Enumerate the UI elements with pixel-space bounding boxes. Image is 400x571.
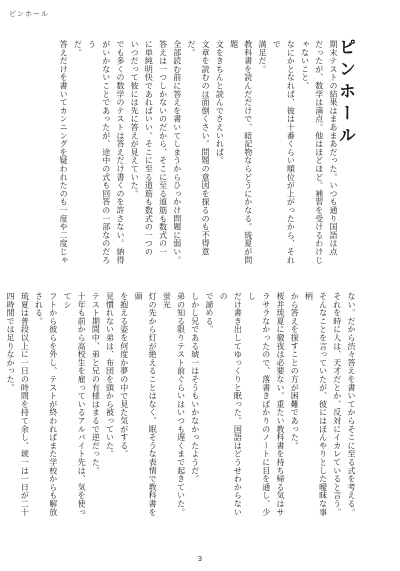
text-column: テスト期間中、弟と兄の有様はまるで逆だった。 [91, 292, 101, 475]
text-column: 全部読む前に答えを書いてしまうからひっかけ問題に弱い。 [172, 40, 182, 265]
text-column: 十年も前から高校生を雇っているアルバイト先は、気を使ってシ [62, 292, 87, 517]
text-column: 文をきちんと読んでさえいれば。 [215, 40, 225, 165]
text-column: フトから彼らを外し、テストが終わればまた学校からも解放される。 [34, 292, 58, 517]
text-column: ない。だから渋々答えを書いてからそこに至る式を考える。 [347, 292, 356, 517]
text-column: 答えだけを書いてカンニングを疑われたのも一度や二度じゃ [59, 40, 69, 265]
text-column: そんなことを言っていたが、彼にはぼんやりとした曖昧な事柄 [304, 292, 328, 517]
running-head: ピンホール [9, 10, 49, 18]
lower-text-block [6, 292, 358, 524]
text-column: 弟の知る限りテスト前ぐらいはいつも遅くまで起きていた。蛍光 [162, 292, 186, 517]
text-column: だったが、数学は満点。他はほどほど。補習を受けるわけじゃないこと、 [300, 40, 324, 265]
text-column: なにかとなれば、彼は十番くらい順位が上がったから、それで [272, 40, 296, 265]
page-number: 3 [197, 555, 203, 563]
text-column: だ。 [73, 40, 83, 57]
text-column: 満足だ。 [257, 40, 267, 74]
text-column: 答えは一つしかないのだから、そこに至る道筋も数式の一 [158, 40, 168, 256]
text-column: がいかないことであったが、途中の式も回答の一部なのだろう [87, 40, 111, 265]
chapter-title: ピンホール [335, 38, 355, 148]
text-column: を抱える姿を何度か夢の中で見た気がする。 [119, 292, 129, 458]
text-column: に単純明快であればいい。そこに至る道筋も数式の一つの [144, 40, 154, 256]
text-column: でも多くの数学のテストは答えだけ書くのを許さない。納得 [115, 40, 125, 265]
text-column: 琉夏は普段以上に一日の時間を持て余し、琥一は一日が二十 [20, 292, 30, 517]
text-column: しかし兄である琥一はそうもいかなかったようだ。 [190, 292, 200, 483]
text-column: 教科書を読んだだけで、暗記物ならどうにかなる。琉夏が問題 [229, 40, 253, 265]
text-column: だけ書き出してゆっくりと眠った。国語はどうせわからないの [219, 292, 243, 517]
upper-text-block [40, 40, 340, 268]
text-column: 四時間では足りなかった。 [6, 292, 16, 392]
text-column: で諦める。 [204, 292, 214, 334]
text-column: から答えを探すことの方が困難であった。 [290, 292, 300, 450]
text-column: 灯の先から灯が絶えることはなく、眠そうな表情で教科書を頭 [133, 292, 158, 517]
text-column: ラサラなかったので、落書きばかりのノートに目を通し、少し [247, 292, 271, 517]
text-column: 文章を読むのは面倒くさい。問題の意図を探るのも不得意だ。 [186, 40, 211, 256]
text-column [0, 292, 3, 524]
text-column: 桜井琉夏に徹夜は必要ない。重たい教科書を持ち帰る気はサ [275, 292, 285, 517]
text-column: 見慣れない弟は、布団を頭から被っていた。 [105, 292, 115, 458]
text-column: 期末テストの結果はまあまあだった。いつも通り国語は点 [329, 40, 338, 256]
text-column: いつだって彼には先に答えが見えていた。 [130, 40, 140, 198]
text-column: それを時に人は、天才だとか、反対にイカレていると言う。 [332, 292, 342, 517]
